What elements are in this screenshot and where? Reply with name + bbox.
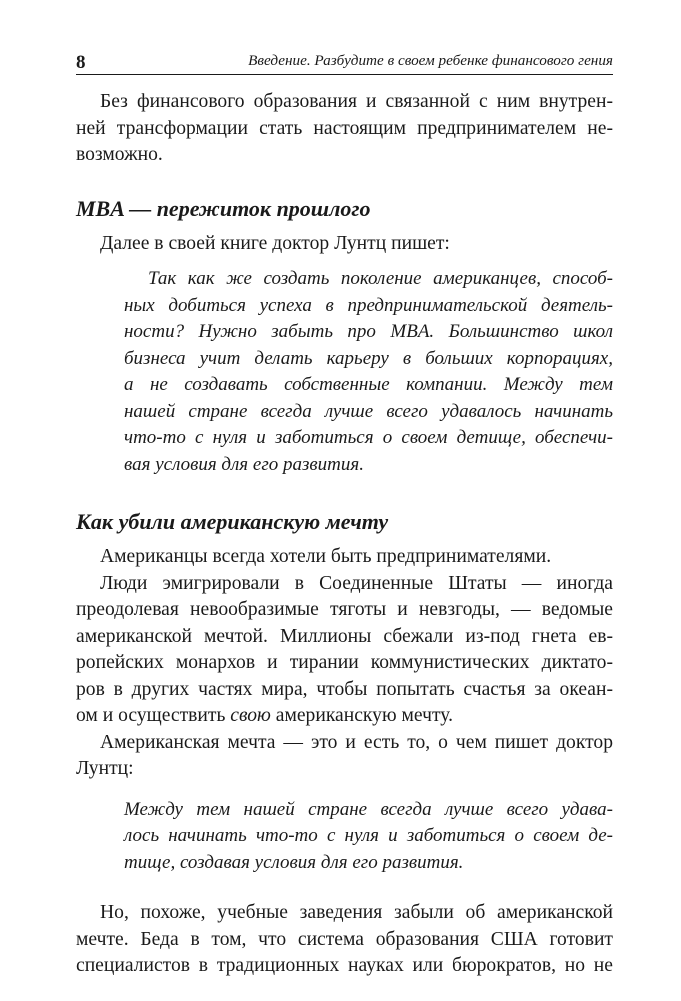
- text-line: мечте. Беда в том, что система образования США готовит: [76, 928, 613, 950]
- running-head: [76, 44, 613, 75]
- paragraph-4: [76, 900, 613, 980]
- text-line: ропейских монархов и тирании коммунистических диктато-: [76, 652, 613, 673]
- text-line: преодолевая невообразимые тяготы и невзгоды, — ведомые: [76, 599, 613, 620]
- text-line: Люди эмигрировали в Соединенные Штаты — иногда: [100, 572, 613, 594]
- quote-line: Так как же создать поколение американцев, способ-: [148, 268, 613, 289]
- text-line: [76, 703, 613, 730]
- quote-line: а не создавать собственные компании. Между тем: [124, 374, 613, 395]
- lead-paragraph: Далее в своей книге доктор Лунтц пишет:: [100, 232, 450, 254]
- text-line: Американская мечта — это и есть то, о чем пишет доктор: [100, 731, 613, 753]
- running-title: Введение. Разбудите в своем ребенке финансового гения: [248, 52, 613, 69]
- page-number: 8: [76, 52, 86, 73]
- text-line: ней трансформации стать настоящим предпринимателем не-: [76, 117, 613, 139]
- quote-line: ности? Нужно забыть про MBA. Большинство школ: [124, 321, 613, 342]
- text-span: американскую мечту.: [270, 705, 454, 726]
- paragraph-3: [76, 730, 613, 783]
- quote-line: бизнеса учит делать карьеру в больших корпорациях,: [124, 347, 613, 369]
- text-line: Без финансового образования и связанной с ним внутрен-: [100, 91, 613, 112]
- paragraph-1: Американцы всегда хотели быть предпринимателями.: [100, 546, 552, 567]
- text-line: Лунтц:: [76, 758, 134, 779]
- quote-line: лось начинать что-то с нуля и заботиться о своем де-: [124, 825, 613, 846]
- quote-block-2: [76, 797, 613, 877]
- quote-line: тище, создавая условия для его развития.: [124, 851, 464, 873]
- paragraph-2: [76, 571, 613, 730]
- text-line: ров в других частях мира, чтобы попытать счастья за океан-: [76, 678, 613, 700]
- text-line: американской мечтой. Миллионы сбежали из-под гнета ев-: [76, 625, 613, 647]
- quote-line: вая условия для его развития.: [124, 453, 364, 475]
- text-line: возможно.: [76, 144, 163, 165]
- text-line: специалистов в традиционных науках или бюрократов, но не: [76, 955, 613, 976]
- quote-block-1: [76, 266, 613, 478]
- section-heading-dream: Как убили американскую мечту: [76, 509, 389, 534]
- text-line: Но, похоже, учебные заведения забыли об американской: [100, 902, 613, 923]
- quote-line: нашей стране всегда лучше всего удавалось начинать: [124, 400, 613, 422]
- intro-paragraph: [76, 89, 613, 169]
- quote-line: что-то с нуля и заботиться о своем детище, обеспечи-: [124, 427, 613, 448]
- emphasis: свою: [230, 705, 271, 726]
- book-page: [76, 44, 613, 980]
- section-heading-mba: MBA — пережиток прошлого: [76, 195, 371, 221]
- quote-line: Между тем нашей стране всегда лучше всего удава-: [124, 798, 613, 820]
- quote-line: ных добиться успеха в предпринимательской деятель-: [124, 294, 613, 316]
- text-span: ом и осуществить: [76, 705, 231, 726]
